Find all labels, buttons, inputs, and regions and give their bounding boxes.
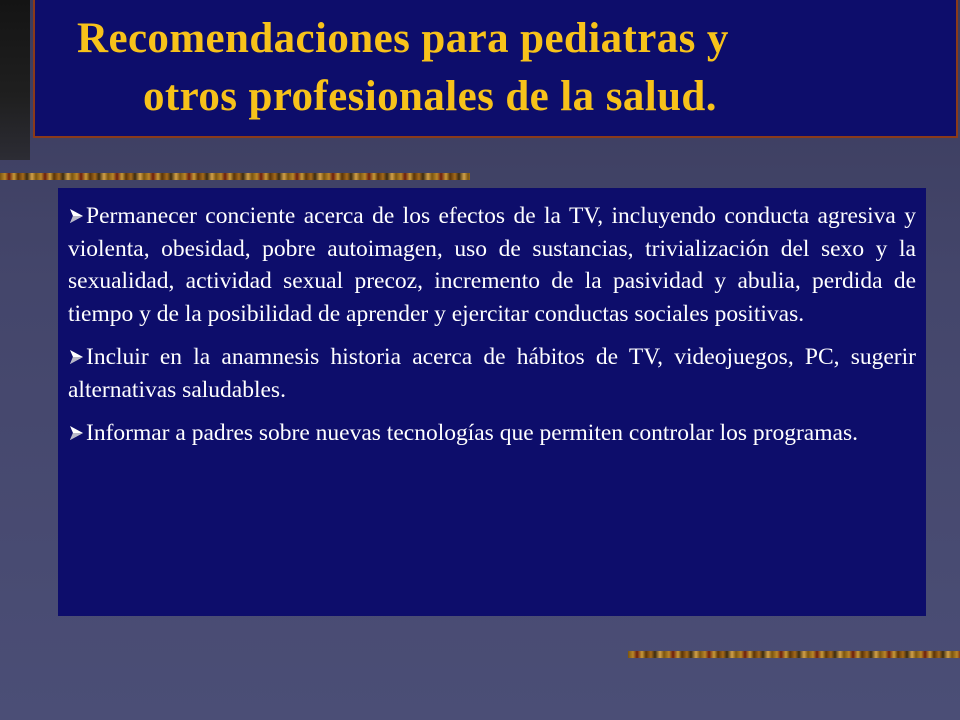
bullet-text: Informar a padres sobre nuevas tecnologías que permiten controlar los programas.: [86, 420, 858, 446]
arrow-right-icon: [68, 425, 84, 441]
bullet-item: [68, 341, 916, 406]
bullet-item: [68, 417, 916, 450]
decorative-stripe-bottom: [628, 651, 960, 658]
left-decor-strip: [0, 0, 30, 160]
bullet-item: [68, 200, 916, 330]
bullet-text: Incluir en la anamnesis historia acerca de hábitos de TV, videojuegos, PC, sugerir alternativas saludables.: [68, 344, 916, 403]
content-box: [58, 188, 926, 616]
arrow-right-icon: [68, 208, 84, 224]
bullet-text: Permanecer conciente acerca de los efectos de la TV, incluyendo conducta agresiva y violenta, obesidad, pobre autoimagen, uso de sustancias, trivialización del sexo y la sexualidad, actividad sexual precoz, incremento de la pasividad y abulia, perdida de tiempo y de la posibilidad de aprender y ejercitar conductas sociales positivas.: [68, 203, 916, 327]
title-line-1: Recomendaciones para pediatras y: [77, 15, 729, 62]
arrow-right-icon: [68, 349, 84, 365]
bullet-list: [58, 188, 926, 450]
slide-title: [35, 10, 960, 126]
title-box: [33, 0, 958, 138]
title-line-2: otros profesionales de la salud.: [143, 73, 717, 120]
decorative-stripe-top: [0, 173, 470, 180]
